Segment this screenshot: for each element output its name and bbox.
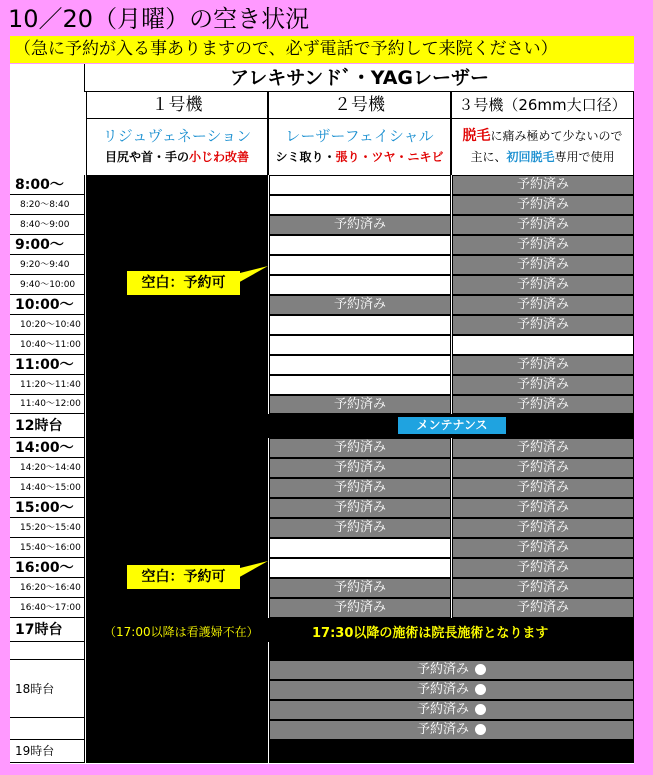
time-label: 19時台 — [10, 740, 85, 763]
machine3-slot[interactable]: 予約済み — [452, 578, 634, 598]
machine1-desc — [86, 119, 268, 175]
time-label: 14:20～14:40 — [10, 458, 85, 478]
late-reserved-label: 予約済み — [416, 702, 469, 717]
late-reserved-row[interactable] — [269, 680, 634, 700]
machine3-desc-use: 専用で使用 — [554, 150, 615, 164]
machine2-slot[interactable]: 予約済み — [269, 598, 451, 618]
machine2-slot[interactable] — [269, 558, 451, 578]
machine2-slot[interactable]: 予約済み — [269, 395, 451, 414]
machine3-slot[interactable]: 予約済み — [452, 518, 634, 538]
machine3-desc-hair: 脱毛 — [462, 128, 491, 144]
machine2-header: ２号機 — [268, 92, 451, 119]
machine2-desc — [268, 119, 451, 175]
time-label: 11:00～ — [10, 355, 85, 375]
machine2-desc-title: レーザーフェイシャル — [285, 127, 434, 145]
machine3-slot[interactable]: 予約済み — [452, 235, 634, 255]
machine3-header: ３号機（26mm大口径） — [451, 92, 634, 119]
late-bottom-band — [269, 740, 634, 763]
circle-icon — [475, 724, 486, 735]
laser-header: アレキサンドﾞ・YAGレーザー — [84, 64, 634, 92]
time-label: 12時台 — [10, 414, 85, 438]
machine2-slot[interactable] — [269, 355, 451, 375]
time-label: 8:00～ — [10, 175, 85, 195]
time-label: 18時台 — [10, 660, 85, 718]
machine2-slot[interactable] — [269, 375, 451, 395]
time-label: 16:20～16:40 — [10, 578, 85, 598]
late-reserved-label: 予約済み — [416, 722, 469, 737]
callout-pointer — [236, 557, 272, 583]
time-label — [10, 642, 85, 660]
machine2-slot[interactable]: 予約済み — [269, 478, 451, 498]
callout-pointer — [236, 262, 272, 288]
machine3-slot[interactable]: 予約済み — [452, 295, 634, 315]
machine3-slot[interactable]: 予約済み — [452, 375, 634, 395]
machine3-slot[interactable]: 予約済み — [452, 498, 634, 518]
machine2-slot[interactable] — [269, 235, 451, 255]
time-label: 9:00～ — [10, 235, 85, 255]
time-label: 14:00～ — [10, 438, 85, 458]
open-slot-callout: 空白：予約可 — [127, 565, 240, 589]
machine3-slot[interactable]: 予約済み — [452, 355, 634, 375]
circle-icon — [475, 704, 486, 715]
machine3-slot[interactable]: 予約済み — [452, 438, 634, 458]
machine3-desc-text: に痛み極めて少ないので — [490, 129, 623, 143]
machine2-slot[interactable] — [269, 175, 451, 195]
machine3-slot[interactable]: 予約済み — [452, 315, 634, 335]
page-title: 10／20（月曜）の空き状況 — [8, 5, 310, 33]
machine3-slot[interactable]: 予約済み — [452, 458, 634, 478]
machine3-desc — [451, 119, 634, 175]
maintenance-label: メンテナンス — [398, 417, 506, 434]
machine2-slot[interactable] — [269, 275, 451, 295]
nurse-note: （17:00以降は看護婦不在） — [104, 625, 259, 639]
machine3-slot[interactable]: 予約済み — [452, 558, 634, 578]
machine2-slot[interactable]: 予約済み — [269, 578, 451, 598]
machine2-desc-sub: シミ取り・ — [275, 150, 336, 164]
machine1-header: １号機 — [86, 92, 268, 119]
time-label: 8:20～8:40 — [10, 195, 85, 215]
notice-banner: （急に予約が入る事ありますので、必ず電話で予約して来院ください） — [10, 36, 634, 63]
time-label: 10:00～ — [10, 295, 85, 315]
row-12-band — [86, 414, 634, 438]
circle-icon — [475, 684, 486, 695]
time-label: 15:20～15:40 — [10, 518, 85, 538]
time-label: 8:40～9:00 — [10, 215, 85, 235]
machine3-desc-main: 主に、 — [470, 150, 507, 164]
time-label: 9:20～9:40 — [10, 255, 85, 275]
machine1-desc-highlight: 小じわ改善 — [189, 150, 250, 164]
machine3-slot[interactable]: 予約済み — [452, 215, 634, 235]
machine2-slot[interactable]: 予約済み — [269, 295, 451, 315]
machine2-slot[interactable] — [269, 195, 451, 215]
machine2-slot[interactable] — [269, 538, 451, 558]
machine2-slot[interactable]: 予約済み — [269, 458, 451, 478]
time-label: 17時台 — [10, 618, 85, 642]
late-reserved-label: 予約済み — [416, 662, 469, 677]
machine2-desc-highlight: 張り・ツヤ・ニキビ — [335, 150, 444, 164]
machine2-slot[interactable] — [269, 335, 451, 355]
time-label: 14:40～15:00 — [10, 478, 85, 498]
machine1-desc-sub: 目尻や首・手の — [104, 150, 189, 164]
machine3-slot[interactable]: 予約済み — [452, 598, 634, 618]
time-label: 10:20～10:40 — [10, 315, 85, 335]
late-reserved-row[interactable] — [269, 660, 634, 680]
machine3-slot[interactable]: 予約済み — [452, 255, 634, 275]
machine2-slot[interactable] — [269, 315, 451, 335]
time-label: 15:40～16:00 — [10, 538, 85, 558]
late-col3-band — [269, 642, 634, 660]
late-reserved-row[interactable] — [269, 700, 634, 720]
doctor-note: 17:30以降の施術は院長施術となります — [312, 626, 549, 641]
machine3-slot[interactable]: 予約済み — [452, 275, 634, 295]
machine3-slot[interactable]: 予約済み — [452, 395, 634, 414]
time-label — [10, 718, 85, 740]
circle-icon — [475, 664, 486, 675]
machine2-slot[interactable]: 予約済み — [269, 215, 451, 235]
machine2-slot[interactable]: 予約済み — [269, 518, 451, 538]
machine3-slot[interactable] — [452, 335, 634, 355]
time-label: 16:00～ — [10, 558, 85, 578]
machine3-slot[interactable]: 予約済み — [452, 195, 634, 215]
machine3-desc-first: 初回脱毛 — [506, 150, 555, 164]
late-reserved-row[interactable] — [269, 720, 634, 740]
time-label: 11:40～12:00 — [10, 395, 85, 414]
open-slot-callout: 空白：予約可 — [127, 271, 240, 295]
machine1-desc-title: リジュヴェネーション — [102, 127, 252, 145]
time-label: 11:20～11:40 — [10, 375, 85, 395]
time-label: 16:40～17:00 — [10, 598, 85, 618]
machine2-slot[interactable]: 予約済み — [269, 498, 451, 518]
machine2-slot[interactable]: 予約済み — [269, 438, 451, 458]
machine3-slot[interactable]: 予約済み — [452, 478, 634, 498]
machine3-slot[interactable]: 予約済み — [452, 175, 634, 195]
machine3-slot[interactable]: 予約済み — [452, 538, 634, 558]
late-reserved-label: 予約済み — [416, 682, 469, 697]
machine2-slot[interactable] — [269, 255, 451, 275]
time-label: 9:40～10:00 — [10, 275, 85, 295]
time-label: 15:00～ — [10, 498, 85, 518]
time-label: 10:40～11:00 — [10, 335, 85, 355]
